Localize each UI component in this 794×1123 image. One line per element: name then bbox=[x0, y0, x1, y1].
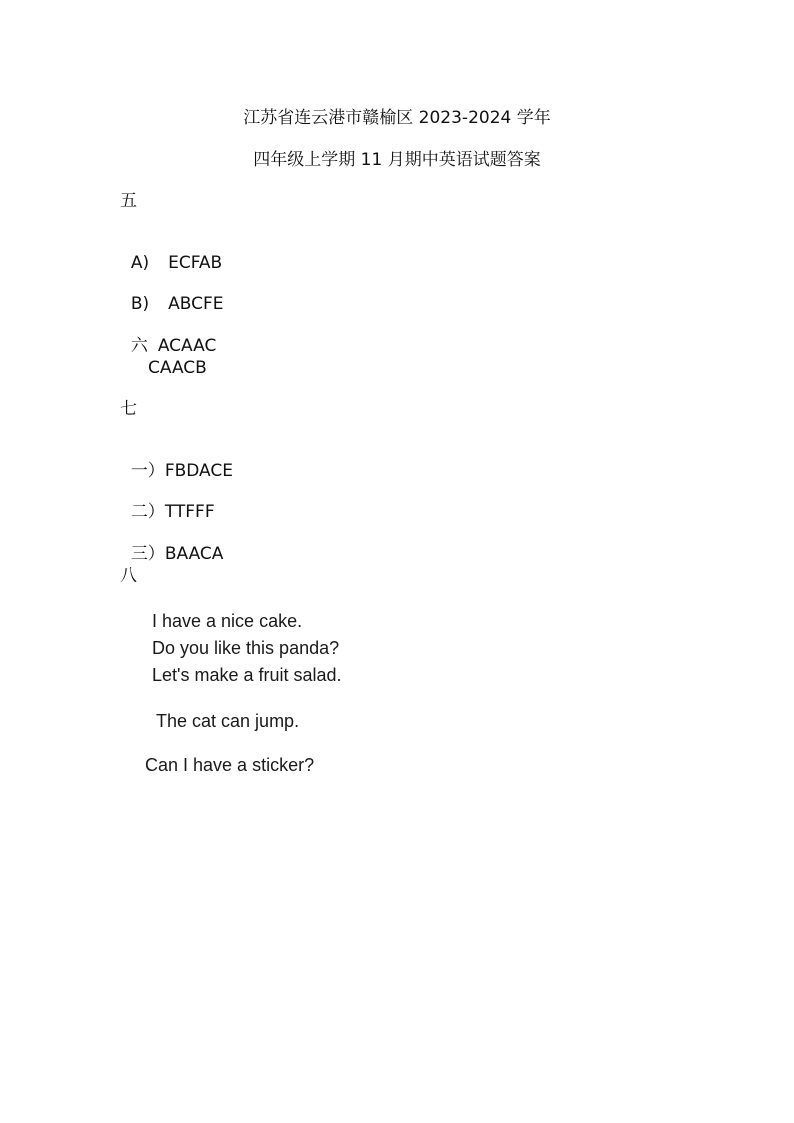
section-liu-heading: 六 bbox=[130, 336, 148, 356]
part-b-answer: ABCFE bbox=[168, 294, 224, 314]
part-2-answer: TTFFF bbox=[164, 502, 215, 522]
part-1-label: 一） bbox=[130, 461, 165, 481]
answer-sentence: Can I have a sticker? bbox=[145, 755, 315, 775]
section-qi-part-1 bbox=[120, 441, 233, 481]
section-qi-part-2 bbox=[120, 482, 215, 522]
section-ba-heading: 八 bbox=[120, 566, 137, 586]
section-wu-heading: 五 bbox=[120, 191, 137, 211]
section-wu-part-a bbox=[120, 233, 222, 273]
section-liu-line-1 bbox=[120, 316, 216, 356]
document-title-line-1: 江苏省连云港市赣榆区 2023-2024 学年 bbox=[243, 108, 551, 128]
answer-sentence: The cat can jump. bbox=[156, 711, 300, 731]
document-title-line-2: 四年级上学期 11 月期中英语试题答案 bbox=[253, 150, 541, 170]
section-liu-answer-1: ACAAC bbox=[157, 336, 217, 356]
part-1-answer: FBDACE bbox=[164, 461, 233, 481]
answer-sentence: Let's make a fruit salad. bbox=[152, 665, 342, 685]
part-2-label: 二） bbox=[130, 502, 165, 522]
section-qi-heading: 七 bbox=[120, 399, 137, 419]
part-3-label: 三） bbox=[130, 544, 165, 564]
section-qi-part-3 bbox=[120, 524, 223, 564]
answer-sentence: Do you like this panda? bbox=[152, 638, 340, 658]
section-wu-part-b bbox=[120, 274, 224, 314]
part-a-label: A) bbox=[130, 253, 150, 273]
part-a-answer: ECFAB bbox=[168, 253, 223, 273]
answer-sentence: I have a nice cake. bbox=[152, 611, 303, 631]
part-3-answer: BAACA bbox=[164, 544, 224, 564]
part-b-label: B) bbox=[130, 294, 150, 314]
section-liu-answer-2: CAACB bbox=[148, 358, 207, 378]
